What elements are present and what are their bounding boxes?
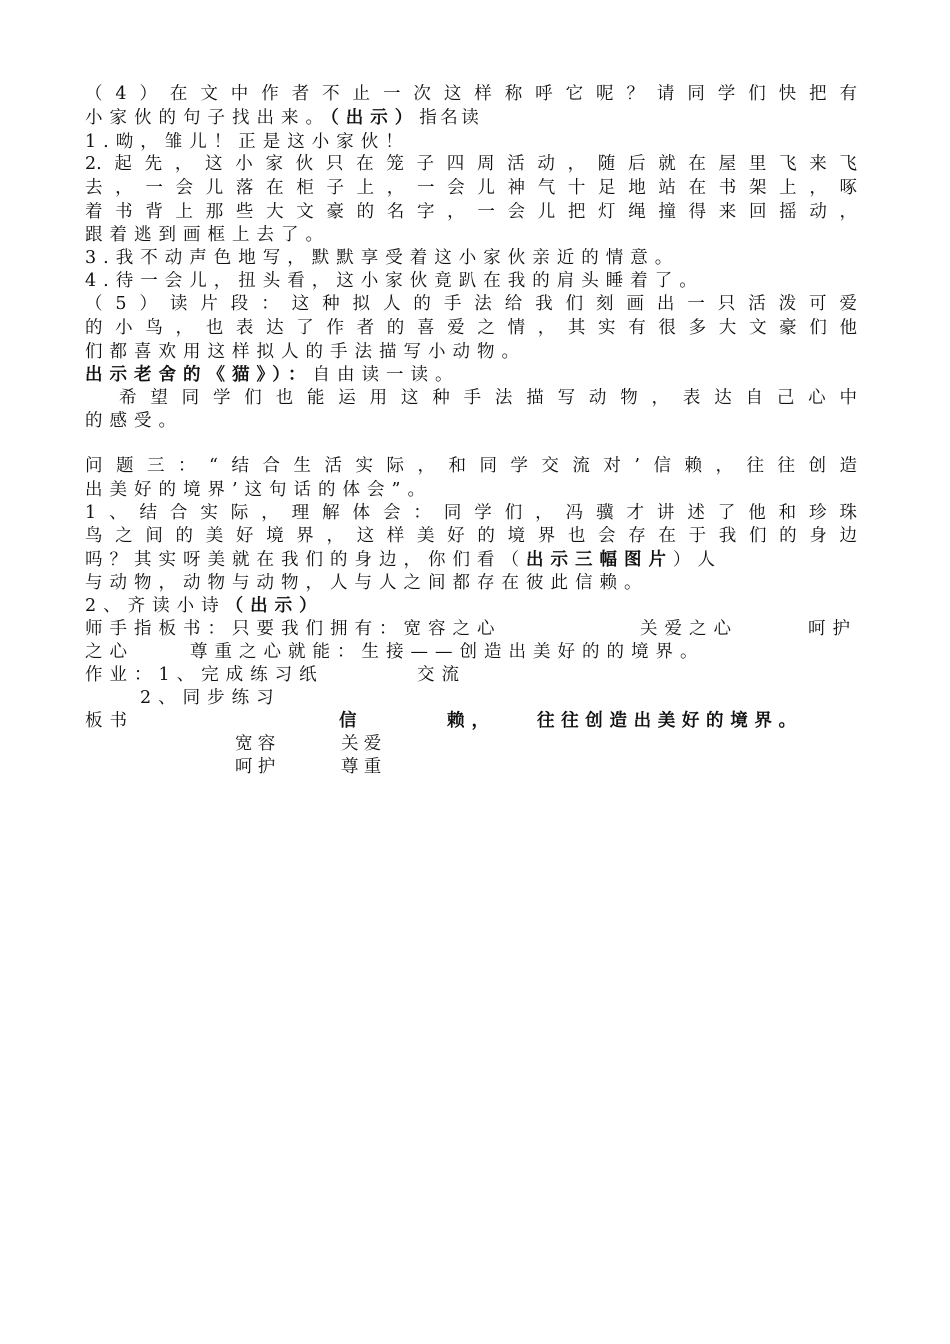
board-protect: 呵护 bbox=[235, 757, 281, 777]
combine-line-2: 鸟之间的美好境界，这样美好的境界也会存在于我们的身边 bbox=[85, 526, 857, 546]
p5-line-4 bbox=[85, 363, 857, 387]
p4-line-1: （4）在文中作者不止一次这样称呼它呢？请同学们快把有 bbox=[85, 84, 857, 104]
sentence-2-line-1: 2.起先，这小家伙只在笼子四周活动，随后就在屋里飞来飞 bbox=[85, 154, 857, 174]
board-tolerance: 宽容 bbox=[235, 734, 281, 754]
teacher-line-1-a: 师手指板书：只要我们拥有：宽容之心 bbox=[85, 619, 502, 639]
p5-line-3: 们都喜欢用这样拟人的手法描写小动物。 bbox=[85, 342, 526, 362]
question-3-line-2: 出美好的境界’这句话的体会”。 bbox=[85, 480, 433, 500]
p5-line-1: （5）读片段：这种拟人的手法给我们刻画出一只活泼可爱 bbox=[85, 294, 857, 314]
board-respect: 尊重 bbox=[341, 757, 387, 777]
poem-line bbox=[85, 594, 857, 618]
homework-item-1: 作业：1、完成练习纸 bbox=[85, 665, 324, 685]
combine-line-3 bbox=[85, 548, 857, 572]
combine-line-3-text: 吗？其实呀美就在我们的身边，你们看（ bbox=[85, 550, 526, 570]
cat-text-label: 出示老舍的《猫》）： bbox=[85, 365, 313, 385]
p5-line-6: 的感受。 bbox=[85, 411, 183, 431]
board-heading-rely: 赖， bbox=[447, 711, 496, 731]
board-care: 关爱 bbox=[341, 734, 387, 754]
teacher-line-2-b: 尊重之心就能：生接——创造出美好的的境界。 bbox=[190, 642, 705, 662]
homework-item-2: 2、同步练习 bbox=[140, 688, 281, 708]
combine-line-1: 1、结合实际，理解体会：同学们，冯骥才讲述了他和珍珠 bbox=[85, 503, 857, 523]
p4-read-label: 指名读 bbox=[419, 108, 483, 128]
combine-line-3-end: ）人 bbox=[673, 550, 722, 570]
homework-item-1-exchange: 交流 bbox=[417, 665, 466, 685]
teacher-line-2-a: 之心 bbox=[85, 642, 134, 662]
teacher-line-1-b: 关爱之心 bbox=[640, 619, 738, 639]
p5-line-5: 希望同学们也能运用这种手法描写动物，表达自己心中 bbox=[119, 388, 857, 408]
show-three-pictures: 出示三幅图片 bbox=[526, 550, 673, 570]
board-label: 板书 bbox=[85, 711, 134, 731]
sentence-3: 3.我不动声色地写，默默享受着这小家伙亲近的情意。 bbox=[85, 248, 680, 268]
poem-read-label: 2、齐读小诗 bbox=[85, 596, 226, 616]
board-heading-create: 往往创造出美好的境界。 bbox=[537, 711, 803, 731]
p5-line-2: 的小鸟，也表达了作者的喜爱之情，其实有很多大文豪们他 bbox=[85, 318, 857, 338]
sentence-2-line-4: 跟着逃到画框上去了。 bbox=[85, 225, 330, 245]
teacher-line-1-c: 呵护 bbox=[808, 619, 857, 639]
p4-line-2 bbox=[85, 106, 857, 130]
sentence-1: 1.呦，雏儿！正是这小家伙！ bbox=[85, 132, 410, 152]
sentence-2-line-2: 去，一会儿落在柜子上，一会儿神气十足地站在书架上，啄 bbox=[85, 178, 857, 198]
sentence-4: 4.待一会儿，扭头看，这小家伙竟趴在我的肩头睡着了。 bbox=[85, 271, 704, 291]
question-3-line-1: 问题三：“结合生活实际，和同学交流对’信赖，往往创造 bbox=[85, 456, 857, 476]
poem-show-label: （出示） bbox=[225, 596, 324, 616]
sentence-2-line-3: 着书背上那些大文豪的名字，一会儿把灯绳撞得来回摇动， bbox=[85, 202, 857, 222]
free-read-label: 自由读一读。 bbox=[312, 365, 460, 385]
board-heading-trust: 信 bbox=[339, 711, 357, 731]
combine-line-4: 与动物，动物与动物，人与人之间都存在彼此信赖。 bbox=[85, 573, 649, 593]
p4-line-2-text: 小家伙的句子找出来。 bbox=[85, 108, 330, 128]
p4-show-label: （出示） bbox=[330, 108, 420, 128]
